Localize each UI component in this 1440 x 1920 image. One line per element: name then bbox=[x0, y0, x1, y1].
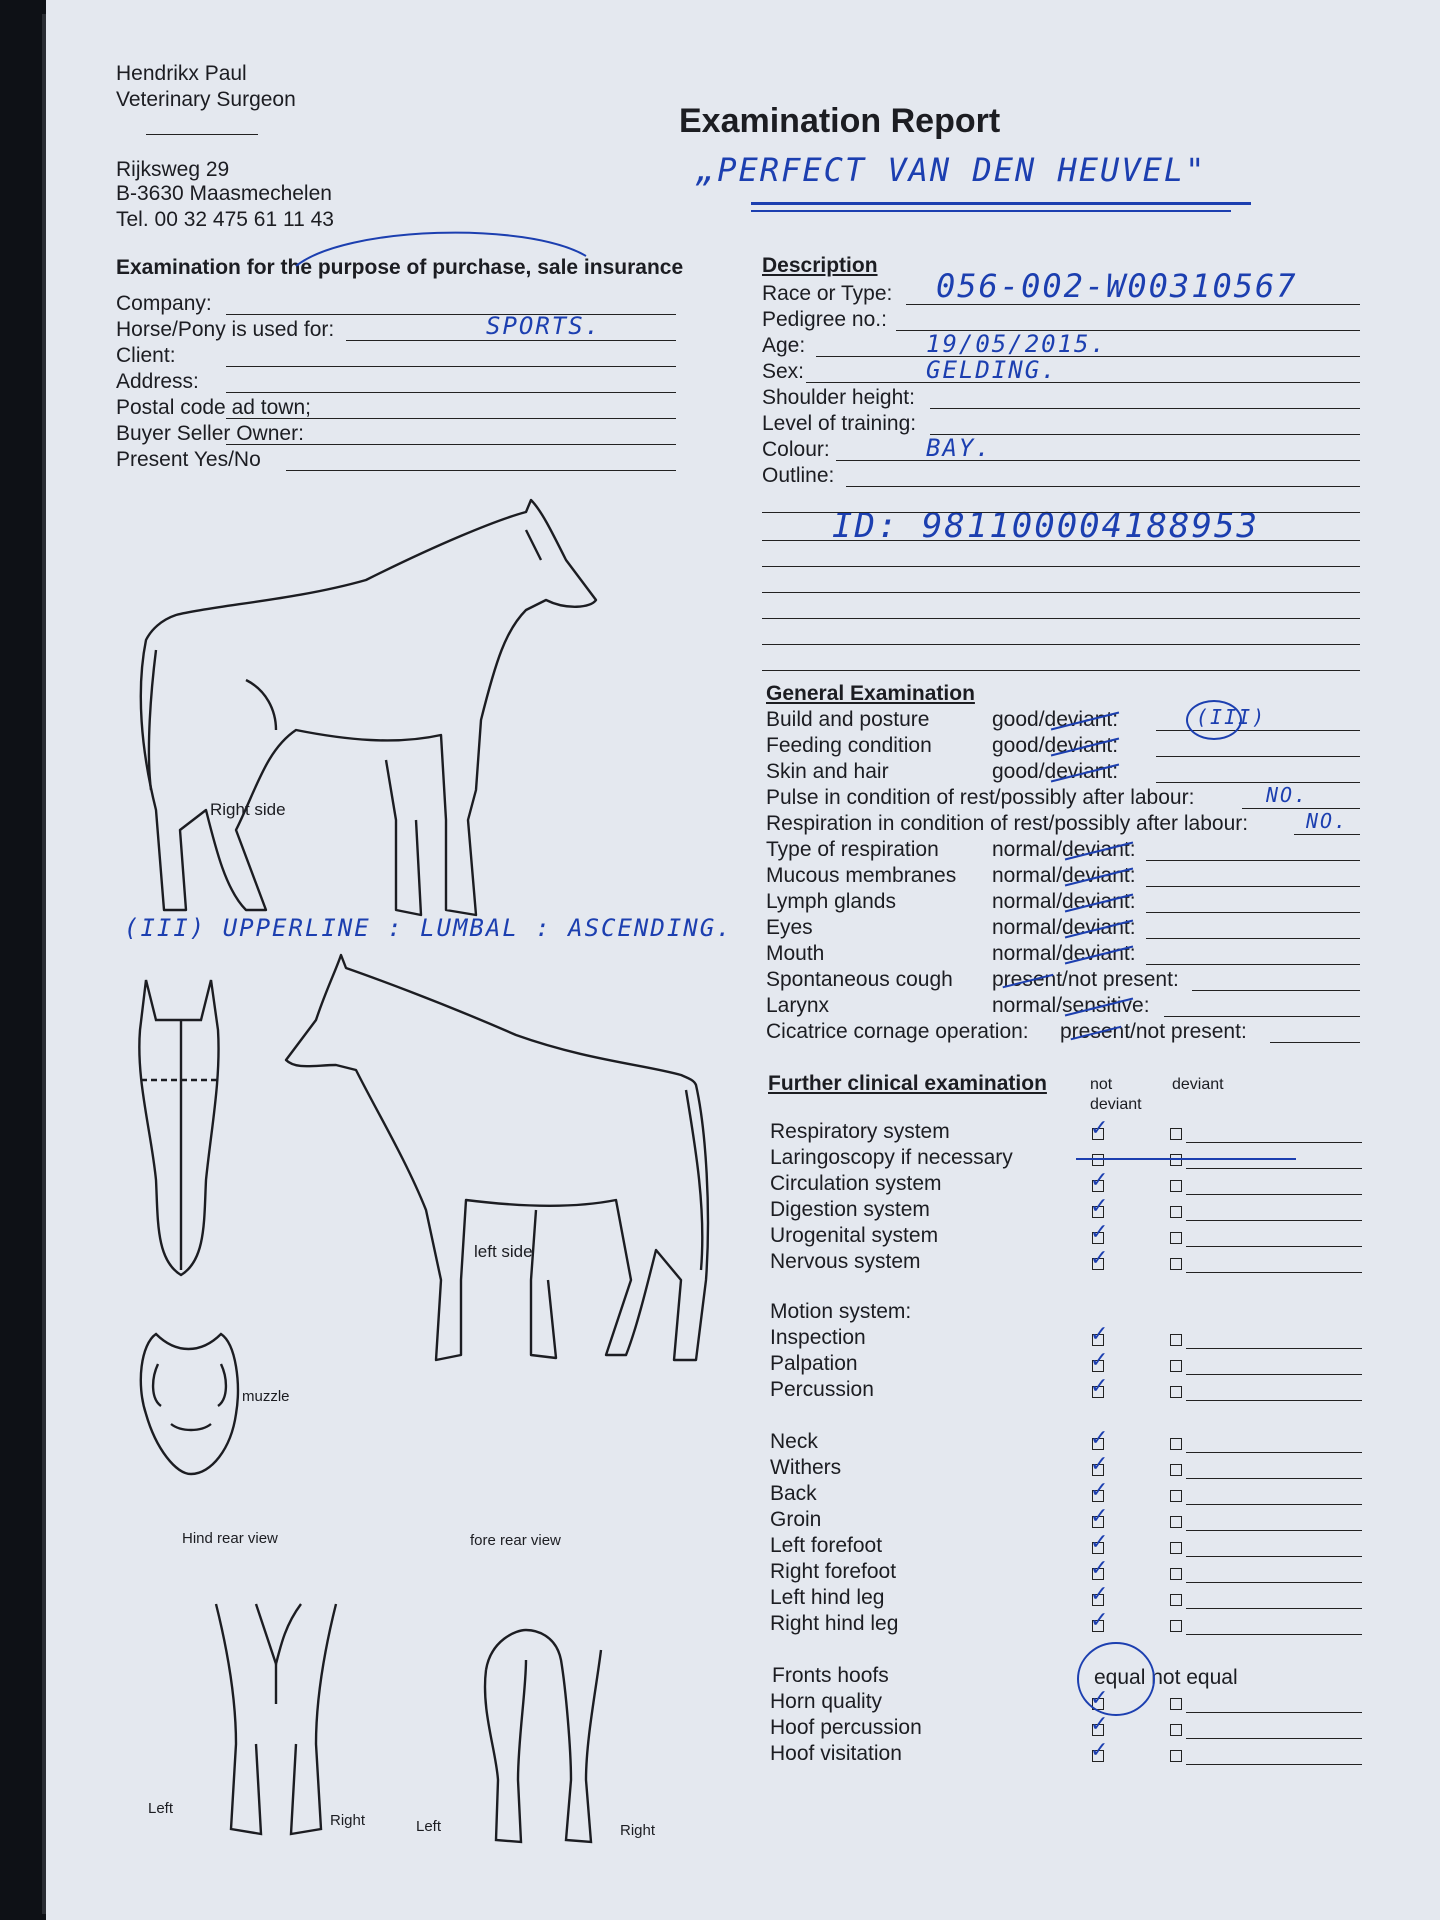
hind-right-label: Right bbox=[330, 1812, 366, 1829]
further-item-line bbox=[1186, 1246, 1362, 1247]
further-item-label: Groin bbox=[770, 1508, 822, 1531]
deviant-checkbox[interactable] bbox=[1170, 1620, 1182, 1632]
general-item-label: Pulse in condition of rest/possibly after labour: bbox=[766, 786, 1195, 809]
general-item-value: (III) bbox=[1196, 705, 1267, 729]
blank-line bbox=[762, 592, 1360, 593]
further-item-label: Urogenital system bbox=[770, 1224, 939, 1247]
further-item-line bbox=[1186, 1478, 1362, 1479]
blank-line bbox=[762, 618, 1360, 619]
further-item-line bbox=[1186, 1220, 1362, 1221]
further-item-line bbox=[1186, 1374, 1362, 1375]
general-item-line bbox=[1146, 860, 1360, 861]
deviant-checkbox[interactable] bbox=[1170, 1698, 1182, 1710]
further-item-label: Circulation system bbox=[770, 1172, 942, 1195]
check-mark-icon: ✓ bbox=[1090, 1194, 1109, 1219]
general-item-options: normal/deviant: bbox=[992, 864, 1136, 887]
deviant-checkbox[interactable] bbox=[1170, 1180, 1182, 1192]
general-item-options: normal/deviant: bbox=[992, 942, 1136, 965]
fore-rear-label: fore rear view bbox=[470, 1532, 561, 1549]
description-label: Shoulder height: bbox=[762, 386, 915, 409]
deviant-checkbox[interactable] bbox=[1170, 1464, 1182, 1476]
horse-name-underline-2 bbox=[751, 210, 1231, 212]
general-item-line bbox=[1164, 1016, 1360, 1017]
general-item-line bbox=[1156, 730, 1360, 731]
fore-left-label: Left bbox=[416, 1818, 442, 1835]
upperline-note: (III) UPPERLINE : LUMBAL : ASCENDING. bbox=[124, 914, 733, 942]
description-field-line bbox=[846, 486, 1360, 487]
further-item-label: Respiratory system bbox=[770, 1120, 950, 1143]
deviant-checkbox[interactable] bbox=[1170, 1568, 1182, 1580]
col-not-deviant-1: not bbox=[1090, 1076, 1113, 1093]
col-deviant: deviant bbox=[1172, 1076, 1224, 1093]
general-item-line bbox=[1270, 1042, 1360, 1043]
check-mark-icon: ✓ bbox=[1090, 1116, 1109, 1141]
general-item-options: normal/deviant: bbox=[992, 916, 1136, 939]
further-item-label: Left hind leg bbox=[770, 1586, 885, 1609]
general-item-line bbox=[1156, 782, 1360, 783]
hind-rear-drawing bbox=[206, 1604, 346, 1844]
further-item-label: Left forefoot bbox=[770, 1534, 883, 1557]
purpose-label: Buyer Seller Owner: bbox=[116, 422, 304, 445]
further-item-line bbox=[1186, 1764, 1362, 1765]
general-heading: General Examination bbox=[766, 682, 975, 705]
check-mark-icon: ✓ bbox=[1090, 1712, 1109, 1737]
purpose-label: Horse/Pony is used for: bbox=[116, 318, 335, 341]
description-heading: Description bbox=[762, 254, 878, 277]
general-item-value: NO. bbox=[1306, 809, 1349, 833]
purpose-field-line bbox=[226, 418, 676, 419]
blank-line bbox=[762, 566, 1360, 567]
blank-line bbox=[762, 512, 1360, 513]
purpose-label: Address: bbox=[116, 370, 199, 393]
description-field-line bbox=[930, 408, 1360, 409]
further-heading: Further clinical examination bbox=[768, 1072, 1047, 1095]
general-item-options: normal/sensitive: bbox=[992, 994, 1150, 1017]
general-item-label: Spontaneous cough bbox=[766, 968, 953, 991]
purpose-circle bbox=[286, 226, 606, 286]
further-item-line bbox=[1186, 1272, 1362, 1273]
vet-name: Hendrikx Paul bbox=[116, 62, 247, 85]
further-item-label: Hoof percussion bbox=[770, 1716, 922, 1739]
deviant-checkbox[interactable] bbox=[1170, 1386, 1182, 1398]
fore-right-label: Right bbox=[620, 1822, 656, 1839]
left-side-label: left side bbox=[474, 1242, 533, 1261]
general-item-label: Eyes bbox=[766, 916, 813, 939]
general-item-line bbox=[1192, 990, 1360, 991]
purpose-label: Present Yes/No bbox=[116, 448, 261, 471]
further-item-line bbox=[1186, 1142, 1362, 1143]
general-item-options: good/deviant: bbox=[992, 708, 1119, 731]
further-item-label: Right forefoot bbox=[770, 1560, 897, 1583]
purpose-field-line bbox=[346, 340, 676, 341]
check-mark-icon: ✓ bbox=[1090, 1246, 1109, 1271]
further-item-line bbox=[1186, 1400, 1362, 1401]
description-label: Race or Type: bbox=[762, 282, 893, 305]
general-item-line bbox=[1294, 834, 1360, 835]
horse-right-side-drawing bbox=[96, 490, 656, 930]
general-item-options: present/not present: bbox=[1060, 1020, 1247, 1043]
hind-left-label: Left bbox=[148, 1800, 174, 1817]
description-label: Level of training: bbox=[762, 412, 917, 435]
vet-title: Veterinary Surgeon bbox=[116, 88, 296, 111]
general-item-label: Mouth bbox=[766, 942, 825, 965]
description-field-line bbox=[806, 382, 1360, 383]
general-item-label: Lymph glands bbox=[766, 890, 896, 913]
further-item-label: Nervous system bbox=[770, 1250, 921, 1273]
header-divider bbox=[146, 134, 258, 135]
description-label: Outline: bbox=[762, 464, 835, 487]
report-title: Examination Report bbox=[679, 102, 1001, 140]
hind-rear-label: Hind rear view bbox=[182, 1530, 278, 1547]
general-item-label: Cicatrice cornage operation: bbox=[766, 1020, 1029, 1043]
report-sheet bbox=[46, 0, 1440, 1920]
further-item-line bbox=[1186, 1582, 1362, 1583]
further-item-line bbox=[1186, 1504, 1362, 1505]
deviant-checkbox[interactable] bbox=[1170, 1154, 1182, 1166]
further-item-label: Inspection bbox=[770, 1326, 866, 1349]
horse-name-underline bbox=[751, 202, 1251, 205]
further-item-label: Palpation bbox=[770, 1352, 858, 1375]
purpose-label: Client: bbox=[116, 344, 176, 367]
description-label: Sex: bbox=[762, 360, 805, 383]
deviant-checkbox[interactable] bbox=[1170, 1258, 1182, 1270]
further-item-line bbox=[1186, 1712, 1362, 1713]
hoofs-heading: Fronts hoofs bbox=[772, 1664, 889, 1687]
further-item-label: Right hind leg bbox=[770, 1612, 899, 1635]
general-item-label: Respiration in condition of rest/possibly after labour: bbox=[766, 812, 1249, 835]
description-field-line bbox=[836, 460, 1360, 461]
horse-head-front-drawing bbox=[126, 980, 236, 1280]
further-item-label: Horn quality bbox=[770, 1690, 883, 1713]
deviant-checkbox[interactable] bbox=[1170, 1750, 1182, 1762]
check-mark-icon: ✓ bbox=[1090, 1582, 1109, 1607]
further-item-label: Laringoscopy if necessary bbox=[770, 1146, 1013, 1169]
general-item-label: Feeding condition bbox=[766, 734, 932, 757]
check-mark-icon: ✓ bbox=[1090, 1686, 1109, 1711]
general-item-label: Build and posture bbox=[766, 708, 930, 731]
purpose-field-line bbox=[226, 314, 676, 315]
further-item-line bbox=[1186, 1348, 1362, 1349]
further-item-label: Digestion system bbox=[770, 1198, 930, 1221]
purpose-heading: Examination for the purpose of purchase, sale insurance bbox=[116, 256, 684, 279]
blank-line bbox=[762, 644, 1360, 645]
further-item-line bbox=[1186, 1194, 1362, 1195]
further-item-label: Back bbox=[770, 1482, 817, 1505]
description-label: Colour: bbox=[762, 438, 830, 461]
further-item-label: Neck bbox=[770, 1430, 818, 1453]
description-value: 19/05/2015. bbox=[926, 330, 1107, 358]
check-mark-icon: ✓ bbox=[1090, 1220, 1109, 1245]
phone: Tel. 00 32 475 61 11 43 bbox=[116, 208, 334, 231]
check-mark-icon: ✓ bbox=[1090, 1530, 1109, 1555]
further-item-line bbox=[1186, 1738, 1362, 1739]
general-item-line bbox=[1146, 912, 1360, 913]
purpose-label: Postal code ad town; bbox=[116, 396, 311, 419]
description-value: 056-002-W00310567 bbox=[936, 267, 1298, 305]
purpose-label: Company: bbox=[116, 292, 212, 315]
blank-line bbox=[762, 540, 1360, 541]
id-number: ID: 981100004188953 bbox=[832, 506, 1259, 546]
general-item-label: Larynx bbox=[766, 994, 830, 1017]
check-mark-icon: ✓ bbox=[1090, 1322, 1109, 1347]
description-value: GELDING. bbox=[926, 356, 1058, 384]
check-mark-icon: ✓ bbox=[1090, 1478, 1109, 1503]
deviant-checkbox[interactable] bbox=[1170, 1206, 1182, 1218]
deviant-checkbox[interactable] bbox=[1170, 1128, 1182, 1140]
deviant-checkbox[interactable] bbox=[1170, 1334, 1182, 1346]
purpose-field-line bbox=[226, 366, 676, 367]
purpose-field-line bbox=[286, 470, 676, 471]
general-item-line bbox=[1146, 886, 1360, 887]
check-mark-icon: ✓ bbox=[1090, 1738, 1109, 1763]
further-item-line bbox=[1186, 1530, 1362, 1531]
further-item-line bbox=[1186, 1168, 1362, 1169]
description-value: BAY. bbox=[926, 434, 992, 462]
further-item-label: Withers bbox=[770, 1456, 842, 1479]
deviant-checkbox[interactable] bbox=[1170, 1438, 1182, 1450]
general-item-line bbox=[1146, 964, 1360, 965]
general-item-value: NO. bbox=[1266, 783, 1309, 807]
deviant-checkbox[interactable] bbox=[1170, 1542, 1182, 1554]
right-side-label: Right side bbox=[210, 800, 286, 819]
general-item-options: present/not present: bbox=[992, 968, 1179, 991]
not-deviant-checkbox[interactable] bbox=[1092, 1154, 1104, 1166]
hoofs-circle bbox=[1076, 1634, 1166, 1724]
general-item-options: good/deviant: bbox=[992, 734, 1119, 757]
blank-line bbox=[762, 670, 1360, 671]
purpose-field-line bbox=[226, 444, 676, 445]
col-not-deviant-2: deviant bbox=[1090, 1096, 1142, 1113]
address-city: B-3630 Maasmechelen bbox=[116, 182, 332, 205]
horse-name: „PERFECT VAN DEN HEUVEL" bbox=[696, 151, 1207, 189]
further-item-label: Hoof visitation bbox=[770, 1742, 902, 1765]
check-mark-icon: ✓ bbox=[1090, 1608, 1109, 1633]
general-item-label: Skin and hair bbox=[766, 760, 889, 783]
purpose-value: SPORTS. bbox=[486, 312, 602, 340]
general-item-label: Type of respiration bbox=[766, 838, 939, 861]
deviant-checkbox[interactable] bbox=[1170, 1724, 1182, 1736]
description-label: Pedigree no.: bbox=[762, 308, 887, 331]
build-circle-mark bbox=[1186, 700, 1242, 740]
general-item-line bbox=[1146, 938, 1360, 939]
description-field-line bbox=[930, 434, 1360, 435]
deviant-checkbox[interactable] bbox=[1170, 1516, 1182, 1528]
check-mark-icon: ✓ bbox=[1090, 1452, 1109, 1477]
motion-heading: Motion system: bbox=[770, 1300, 912, 1323]
description-label: Age: bbox=[762, 334, 806, 357]
further-item-label: Percussion bbox=[770, 1378, 874, 1401]
muzzle-label: muzzle bbox=[242, 1388, 290, 1405]
check-mark-icon: ✓ bbox=[1090, 1168, 1109, 1193]
hoofs-options: equal not equal bbox=[1094, 1666, 1238, 1689]
horse-left-side-drawing bbox=[286, 950, 746, 1370]
deviant-checkbox[interactable] bbox=[1170, 1490, 1182, 1502]
deviant-checkbox[interactable] bbox=[1170, 1232, 1182, 1244]
check-mark-icon: ✓ bbox=[1090, 1504, 1109, 1529]
further-item-line bbox=[1186, 1556, 1362, 1557]
general-item-options: normal/deviant: bbox=[992, 838, 1136, 861]
deviant-checkbox[interactable] bbox=[1170, 1360, 1182, 1372]
check-mark-icon: ✓ bbox=[1090, 1426, 1109, 1451]
fore-rear-drawing bbox=[486, 1630, 606, 1850]
general-item-options: normal/deviant: bbox=[992, 890, 1136, 913]
further-item-line bbox=[1186, 1634, 1362, 1635]
check-mark-icon: ✓ bbox=[1090, 1556, 1109, 1581]
general-item-label: Mucous membranes bbox=[766, 864, 957, 887]
check-mark-icon: ✓ bbox=[1090, 1348, 1109, 1373]
general-item-line bbox=[1156, 756, 1360, 757]
deviant-checkbox[interactable] bbox=[1170, 1594, 1182, 1606]
address-street: Rijksweg 29 bbox=[116, 158, 230, 181]
purpose-field-line bbox=[226, 392, 676, 393]
general-item-options: good/deviant: bbox=[992, 760, 1119, 783]
check-mark-icon: ✓ bbox=[1090, 1374, 1109, 1399]
muzzle-drawing bbox=[136, 1334, 246, 1476]
laringoscopy-strike bbox=[1076, 1158, 1296, 1160]
further-item-line bbox=[1186, 1452, 1362, 1453]
further-item-line bbox=[1186, 1608, 1362, 1609]
